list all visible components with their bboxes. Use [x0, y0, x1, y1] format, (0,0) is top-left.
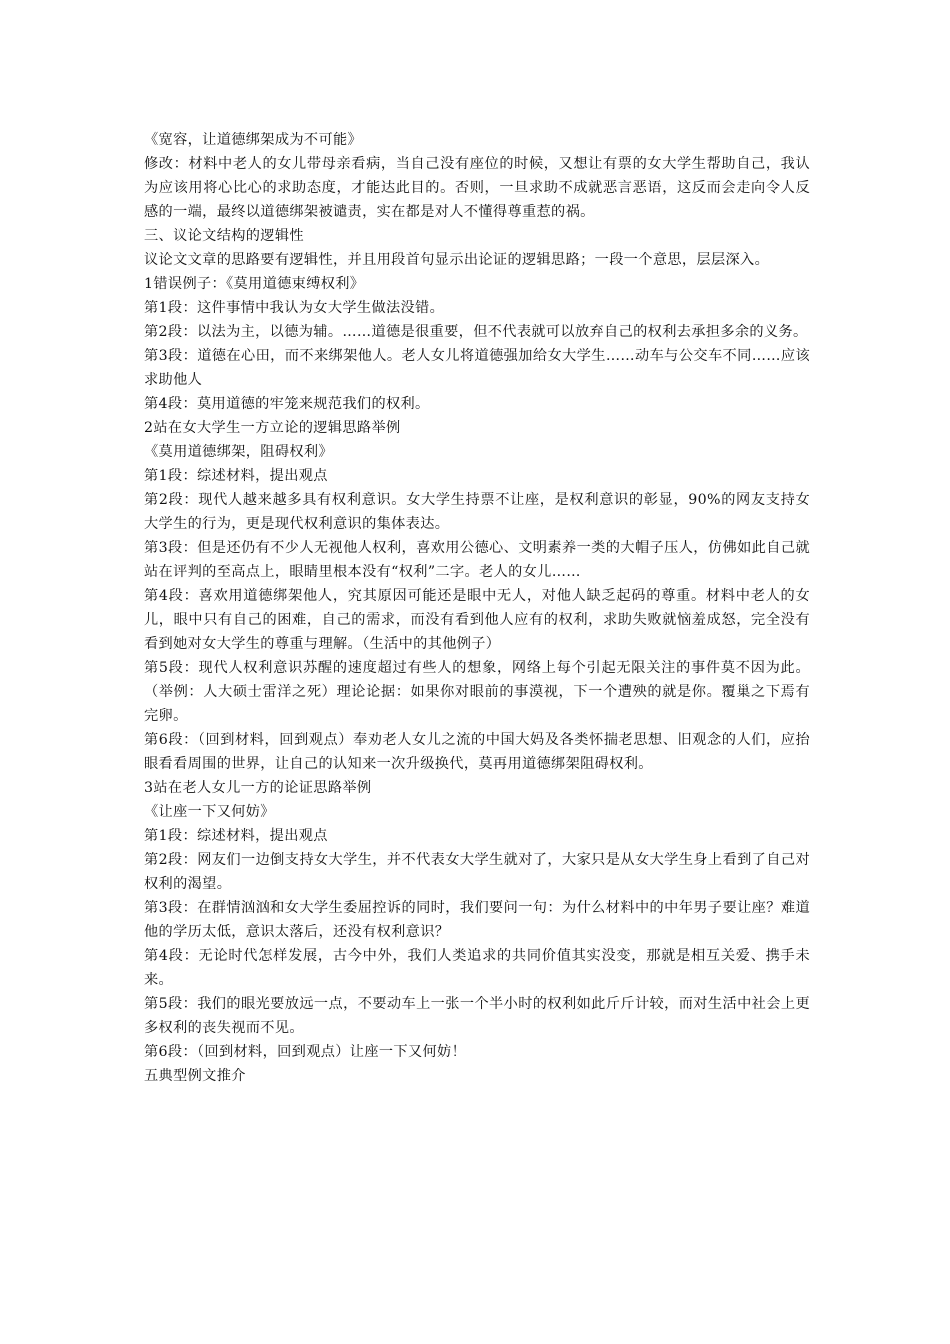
- wrong-example-heading: 1错误例子：《莫用道德束缚权利》: [144, 276, 365, 292]
- student-side-para-5: 第5段：现代人权利意识苏醒的速度超过有些人的想象，网络上每个引起无限关注的事件莫不因为此。（举例：人大硕士雷洋之死）理论论据：如果你对眼前的事漠视，下一个遭殃的就是你。覆巢之下焉有完卵。: [144, 660, 810, 724]
- daughter-side-para-4: 第4段：无论时代怎样发展，古今中外，我们人类追求的共同价值其实没变，那就是相互关爱、携手未来。: [144, 948, 810, 988]
- student-side-essay-title: 《莫用道德绑架，阻碍权利》: [144, 444, 333, 460]
- student-side-para-3: 第3段：但是还仍有不少人无视他人权利，喜欢用公德心、文明素养一类的大帽子压人，仿佛如此自己就站在评判的至高点上，眼睛里根本没有“权利”二字。老人的女儿……: [144, 540, 810, 580]
- daughter-side-heading: 3站在老人女儿一方的论证思路举例: [144, 780, 372, 796]
- section-heading-logic: 三、议论文结构的逻辑性: [144, 228, 304, 244]
- wrong-example-para-2: 第2段：以法为主，以德为辅。……道德是很重要，但不代表就可以放弃自己的权利去承担多余的义务。: [144, 324, 808, 340]
- student-side-para-4: 第4段：喜欢用道德绑架他人，究其原因可能还是眼中无人，对他人缺乏起码的尊重。材料中老人的女儿，眼中只有自己的困难，自己的需求，而没有看到他人应有的权利，求助失败就恼羞成怒，完全没有看到她对女大学生的尊重与理解。（生活中的其他例子）: [144, 588, 810, 652]
- wrong-example-para-1: 第1段：这件事情中我认为女大学生做法没错。: [144, 300, 445, 316]
- daughter-side-para-6: 第6段：（回到材料，回到观点）让座一下又何妨！: [144, 1044, 467, 1060]
- wrong-example-para-4: 第4段：莫用道德的牢笼来规范我们的权利。: [144, 396, 430, 412]
- section-heading-examples: 五典型例文推介: [144, 1068, 246, 1084]
- revision-paragraph: 修改：材料中老人的女儿带母亲看病，当自己没有座位的时候，又想让有票的女大学生帮助自己，我认为应该用将心比心的求助态度，才能达此目的。否则，一旦求助不成就恶言恶语，这反而会走向令人反感的一端，最终以道德绑架被谴责，实在都是对人不懂得尊重惹的祸。: [144, 156, 810, 220]
- daughter-side-para-1: 第1段：综述材料，提出观点: [144, 828, 328, 844]
- essay-title-tolerance: 《宽容，让道德绑架成为不可能》: [144, 132, 363, 148]
- student-side-heading: 2站在女大学生一方立论的逻辑思路举例: [144, 420, 401, 436]
- daughter-side-essay-title: 《让座一下又何妨》: [144, 804, 275, 820]
- student-side-para-2: 第2段：现代人越来越多具有权利意识。女大学生持票不让座，是权利意识的彰显，90%的网友支持女大学生的行为，更是现代权利意识的集体表达。: [144, 492, 810, 532]
- student-side-para-1: 第1段：综述材料，提出观点: [144, 468, 328, 484]
- student-side-para-6: 第6段：（回到材料，回到观点）奉劝老人女儿之流的中国大妈及各类怀揣老思想、旧观念的人们，应抬眼看看周围的世界，让自己的认知来一次升级换代，莫再用道德绑架阻碍权利。: [144, 732, 810, 772]
- document-body: [144, 128, 810, 1088]
- logic-intro-paragraph: 议论文文章的思路要有逻辑性，并且用段首句显示出论证的逻辑思路；一段一个意思，层层深入。: [144, 252, 770, 268]
- daughter-side-para-2: 第2段：网友们一边倒支持女大学生，并不代表女大学生就对了，大家只是从女大学生身上看到了自己对权利的渴望。: [144, 852, 810, 892]
- daughter-side-para-3: 第3段：在群情汹汹和女大学生委屈控诉的同时，我们要问一句：为什么材料中的中年男子要让座？难道他的学历太低，意识太落后，还没有权利意识？: [144, 900, 810, 940]
- daughter-side-para-5: 第5段：我们的眼光要放远一点，不要动车上一张一个半小时的权利如此斤斤计较，而对生活中社会上更多权利的丧失视而不见。: [144, 996, 810, 1036]
- wrong-example-para-3: 第3段：道德在心田，而不来绑架他人。老人女儿将道德强加给女大学生……动车与公交车不同……应该求助他人: [144, 348, 810, 388]
